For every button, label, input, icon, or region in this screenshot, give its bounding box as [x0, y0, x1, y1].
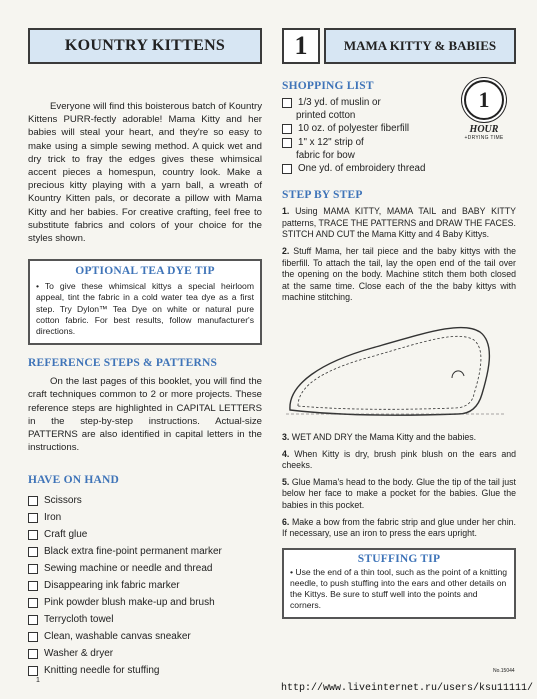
project-number: 1 — [282, 28, 320, 64]
kitty-pattern-illustration — [282, 314, 516, 426]
item-label: Knitting needle for stuffing — [44, 665, 160, 677]
checkbox-icon — [28, 666, 38, 676]
item-label: Pink powder blush make-up and brush — [44, 597, 215, 609]
checkbox-icon — [282, 164, 292, 174]
checkbox-icon — [282, 124, 292, 134]
shopping-heading: SHOPPING LIST — [282, 80, 374, 92]
list-item — [282, 162, 457, 175]
item-label: Scissors — [44, 495, 82, 507]
list-item — [28, 543, 262, 560]
list-item — [28, 526, 262, 543]
shopping-list — [282, 96, 457, 175]
checkbox-icon — [28, 564, 38, 574]
step-number: 3. — [282, 431, 290, 442]
hour-number: 1 — [478, 87, 490, 112]
reference-section — [28, 357, 262, 454]
item-label: 1/3 yd. of muslin or — [298, 97, 381, 108]
item-label: Iron — [44, 512, 62, 524]
checkbox-icon — [28, 530, 38, 540]
checkbox-icon — [28, 513, 38, 523]
step-number: 2. — [282, 246, 290, 256]
step-item — [282, 517, 516, 540]
have-on-hand-heading: HAVE ON HAND — [28, 474, 120, 487]
step-text: When Kitty is dry, brush pink blush on the ears and cheeks. — [282, 448, 516, 471]
item-label: 10 oz. of polyester fiberfill — [298, 123, 410, 135]
step-item — [282, 206, 516, 241]
left-column — [28, 28, 262, 679]
list-item — [28, 509, 262, 526]
item-label: Disappearing ink fabric marker — [44, 580, 180, 592]
list-item — [282, 96, 457, 109]
project-header — [282, 28, 516, 64]
stuffing-tip-heading: STUFFING TIP — [357, 552, 441, 565]
shopping-section — [282, 80, 516, 175]
booklet-title: KOUNTRY KITTENS — [28, 28, 262, 64]
step-item — [282, 449, 516, 472]
checkbox-icon — [28, 598, 38, 608]
step-number: 4. — [282, 448, 290, 459]
step-number: 5. — [282, 476, 290, 487]
right-column — [282, 28, 516, 619]
list-item — [28, 611, 262, 628]
item-label: Clean, washable canvas sneaker — [44, 631, 191, 643]
checkbox-icon — [28, 496, 38, 506]
step-text: WET AND DRY the Mama Kitty and the babies. — [291, 431, 477, 442]
list-item — [28, 492, 262, 509]
list-item — [28, 662, 262, 679]
have-on-hand-section — [28, 474, 262, 679]
tea-dye-tip-heading: OPTIONAL TEA DYE TIP — [75, 265, 215, 278]
item-label: Terrycloth towel — [44, 614, 114, 626]
steps-heading: STEP BY STEP — [282, 189, 363, 202]
list-item-continued — [282, 149, 457, 162]
list-item — [28, 560, 262, 577]
hour-label: HOUR — [469, 124, 499, 135]
checkbox-icon — [282, 138, 292, 148]
list-item — [28, 577, 262, 594]
time-badge — [456, 80, 512, 141]
stuffing-tip-box — [282, 548, 516, 619]
clock-icon — [464, 80, 504, 120]
have-on-hand-list — [28, 492, 262, 679]
checkbox-icon — [28, 632, 38, 642]
step-text: Make a bow from the fabric strip and glue under her chin. If necessary, use an iron to press the ears upright. — [282, 516, 516, 539]
step-item — [282, 432, 516, 444]
item-label: Sewing machine or needle and thread — [44, 563, 213, 575]
checkbox-icon — [28, 649, 38, 659]
page-number: 1 — [36, 677, 40, 684]
intro-paragraph — [28, 100, 262, 245]
reference-text: On the last pages of this booklet, you will find the craft techniques common to 2 or more projects. These reference steps are highlighted in CAPITAL LETTERS in the step-by-step instructions. Actual-size PATTERNS are also identified in capital letters in the instructions. — [28, 376, 262, 454]
checkbox-icon — [282, 98, 292, 108]
project-title: MAMA KITTY & BABIES — [324, 28, 516, 64]
list-item — [28, 645, 262, 662]
item-label: One yd. of embroidery thread — [298, 163, 426, 175]
stuffing-tip-text: • Use the end of a thin tool, such as the point of a knitting needle, to push stuffing into the ears and other details on the Kittys. Be sure to stuff well into the points and corners. — [290, 566, 508, 611]
item-label: Washer & dryer — [44, 648, 114, 660]
item-label: Craft glue — [44, 529, 88, 541]
list-item — [28, 594, 262, 611]
step-item — [282, 477, 516, 512]
step-text: Using MAMA KITTY, MAMA TAIL and BABY KITTY patterns, TRACE THE PATTERNS and DRAW THE FACES. STITCH AND CUT the Mama Kitty and 4 Baby Kittys. — [282, 206, 517, 240]
list-item — [28, 628, 262, 645]
intro-text: Everyone will find this boisterous batch of Kountry Kittens PURR-fectly adorable! Mama Kitty and her babies will steal your heart, and they're so easy to make using a simple sewing method. A quick wet and dry trick to fray the edges gives these whimsical accent pieces a homespun, country look. Make a precious kitty playing with a yarn ball, a wreath of Kountry Kitten pals, or decorate a pillow with Mama Kitty and her babies. For creative crafting, feel free to substitute fabrics and colors of your choice for the styles shown. — [28, 101, 262, 245]
list-item — [282, 136, 457, 149]
step-number: 1. — [282, 206, 290, 217]
tea-dye-tip-box — [28, 259, 262, 345]
item-label: printed cotton — [296, 110, 356, 122]
item-label: Black extra fine-point permanent marker — [44, 546, 222, 558]
item-label: fabric for bow — [296, 149, 355, 161]
step-item — [282, 246, 516, 304]
reference-heading: REFERENCE STEPS & PATTERNS — [28, 357, 218, 370]
catalog-code: No.15044 — [493, 668, 515, 674]
item-label: 1" x 12" strip of — [298, 136, 364, 148]
list-item — [282, 122, 457, 135]
checkbox-icon — [28, 547, 38, 557]
source-url-watermark: http://www.liveinternet.ru/users/ksu11111/ — [280, 683, 533, 694]
tea-dye-tip-text: • To give these whimsical kittys a special heirloom appeal, tint the fabric in a cold water tea dye as a first step. Try Dylon™ Tea Dye on white or natural pure cotton fabric. For best results, follow manufacturer's directions. — [36, 281, 254, 337]
checkbox-icon — [28, 615, 38, 625]
steps-section — [282, 189, 516, 540]
hour-sublabel: +DRYING TIME — [464, 135, 504, 141]
step-text: Glue Mama's head to the body. Glue the tip of the tail just below her face to make a pocket for the babies. Glue the babies in this pocket. — [282, 476, 516, 510]
step-text: Stuff Mama, her tail piece and the baby kittys with the fiberfill. To attach the tail, lay the open end of the tail over the opening on the body. Machine stitch them both closed at the same time. Close each of the the baby kittys with machine stitching. — [282, 246, 516, 303]
pattern-outline-icon — [282, 314, 516, 426]
list-item-continued — [282, 109, 457, 122]
checkbox-icon — [28, 581, 38, 591]
step-number: 6. — [282, 516, 290, 527]
